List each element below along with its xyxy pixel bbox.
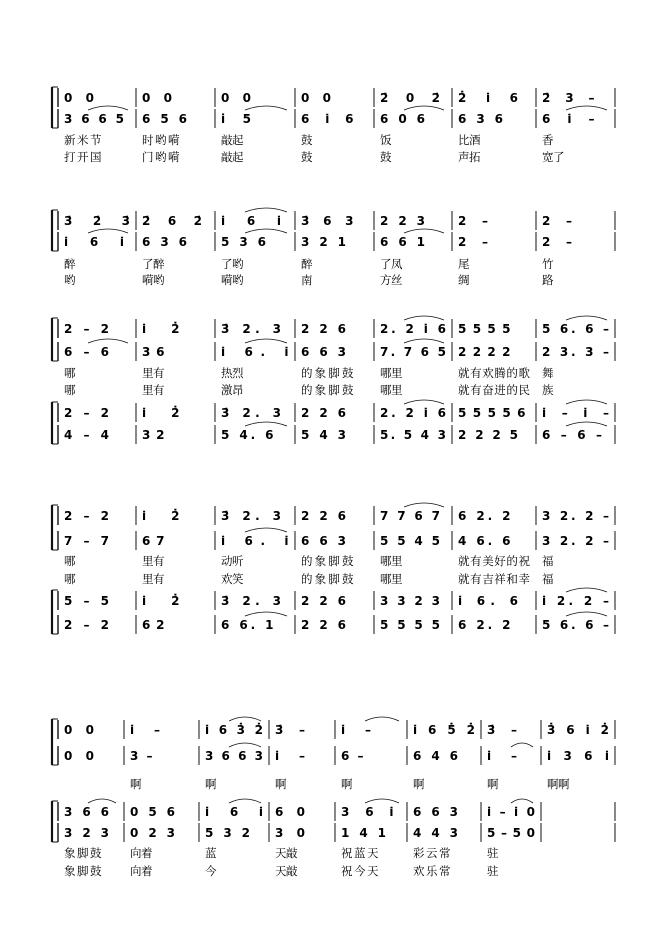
note-cell: 0 5 6 xyxy=(130,805,175,819)
lyric-cell: 里 有 xyxy=(142,366,165,380)
note-cell: 3 – xyxy=(130,749,153,763)
slur xyxy=(245,339,287,343)
slur xyxy=(566,400,607,404)
lyric-cell: 里 有 xyxy=(142,572,165,586)
lyric-cell: 门 哟 嗬 xyxy=(142,150,180,164)
note-cell: 0 0 xyxy=(64,91,94,105)
lyric-cell: 族 xyxy=(542,383,554,397)
note-cell: 0 2 3 xyxy=(130,826,175,840)
note-cell: 2 – 2 xyxy=(64,322,109,336)
lyric-cell: 香 xyxy=(542,133,554,147)
lyric-cell: 哪 xyxy=(64,366,76,380)
lyric-cell: 比 酒 xyxy=(458,133,481,147)
lyric-cell: 的 象 脚 鼓 xyxy=(301,366,354,380)
note-cell: 2̇ i̇ 6 xyxy=(458,91,518,105)
lyric-cell: 啊 xyxy=(487,777,499,791)
slur xyxy=(229,799,261,803)
lyric-cell: 新 米 节 xyxy=(64,133,102,147)
lyric-cell: 醉 xyxy=(64,257,76,271)
note-cell: 2. 2 i̇ 6 xyxy=(380,406,446,420)
note-cell: 5 – 5 0 xyxy=(487,826,535,840)
lyric-cell: 祝 今 天 xyxy=(341,864,379,878)
note-cell: i̇ 2̇ xyxy=(142,406,180,420)
slur xyxy=(566,106,607,110)
note-cell: 5 5 5 5 6 xyxy=(458,406,526,420)
lyric-cell: 舞 xyxy=(542,366,554,380)
lyric-cell: 向 着 xyxy=(130,864,153,878)
note-cell: 3 2 1 xyxy=(301,235,346,249)
lyric-cell: 了 哟 xyxy=(221,257,244,271)
lyric-cell: 哪 里 xyxy=(380,366,403,380)
note-cell: 3 6 6 xyxy=(64,805,109,819)
note-cell: 3 3 2 3 xyxy=(380,594,440,608)
slur xyxy=(404,106,444,110)
lyric-cell: 哪 xyxy=(64,383,76,397)
note-cell: 5 4 3 xyxy=(301,428,346,442)
note-cell: i 5 xyxy=(221,112,251,126)
note-cell: i̇ – i̇ 0 xyxy=(487,805,535,819)
lyric-cell: 时 哟 嗬 xyxy=(142,133,180,147)
note-cell: 2 – xyxy=(542,214,572,228)
lyric-cell: 哪 里 xyxy=(380,554,403,568)
slur xyxy=(404,400,444,404)
note-cell: 2 2 2 5 xyxy=(458,428,518,442)
note-cell: 6 5 6 xyxy=(142,112,187,126)
lyric-cell: 欢 乐 常 xyxy=(413,864,451,878)
lyric-cell: 啊 xyxy=(130,777,142,791)
note-cell: 2 – 2 xyxy=(64,406,109,420)
lyric-cell: 绸 xyxy=(458,273,470,287)
note-cell: i̇ 2̇ xyxy=(142,594,180,608)
note-cell: i̇ 6 3̇ 2̇ xyxy=(205,723,263,737)
note-cell: 6 6 3 xyxy=(301,534,346,548)
note-cell: 6 – 6 xyxy=(64,345,109,359)
lyric-cell: 今 xyxy=(205,864,217,878)
note-cell: 5 3 6 xyxy=(221,235,266,249)
lyric-cell: 啊 啊 xyxy=(547,777,570,791)
note-cell: 6 6 1 xyxy=(380,235,425,249)
lyric-cell: 哪 xyxy=(64,554,76,568)
note-cell: 2 – xyxy=(542,235,572,249)
note-cell: 6 2. 2 xyxy=(458,618,511,632)
lyric-cell: 啊 xyxy=(205,777,217,791)
note-cell: 3̇ 2. 3 xyxy=(221,406,281,420)
slur xyxy=(245,208,287,212)
lyric-cell: 象 脚 鼓 xyxy=(64,846,102,860)
lyric-cell: 哪 xyxy=(64,572,76,586)
lyric-cell: 啊 xyxy=(341,777,353,791)
note-cell: 6 – xyxy=(341,749,364,763)
note-cell: 6 0 6 xyxy=(380,112,425,126)
slur xyxy=(245,612,287,616)
lyric-cell: 的 象 脚 鼓 xyxy=(301,572,354,586)
lyric-cell: 鼓 xyxy=(301,150,313,164)
note-cell: 0 0 xyxy=(64,749,94,763)
note-cell: 3 6 xyxy=(142,345,165,359)
note-cell: 1 4 1 xyxy=(341,826,386,840)
lyric-cell: 驻 xyxy=(487,846,499,860)
note-cell: i̇ – xyxy=(275,749,305,763)
lyric-cell: 祝 蓝 天 xyxy=(341,846,379,860)
note-cell: 5. 5 4 3 xyxy=(380,428,446,442)
lyric-cell: 福 xyxy=(542,572,554,586)
lyric-cell: 声 拓 xyxy=(458,150,481,164)
note-cell: 2̇ 3 – xyxy=(542,91,595,105)
note-cell: 3̇ – xyxy=(487,723,517,737)
note-cell: 3 2. 2 – xyxy=(542,509,609,523)
note-cell: 5 5 5 5 xyxy=(380,618,440,632)
slur xyxy=(229,743,261,747)
note-cell: 2 2 6 xyxy=(301,618,346,632)
note-cell: 7 – 7 xyxy=(64,534,109,548)
note-cell: i̇ 6 i̇ xyxy=(205,805,263,819)
note-cell: 6 6 3 xyxy=(301,345,346,359)
note-cell: 3̇ 2. 3 xyxy=(221,594,281,608)
slur xyxy=(245,229,287,233)
lyric-cell: 鼓 xyxy=(380,150,392,164)
note-cell: 3 2 xyxy=(142,428,165,442)
lyric-cell: 醉 xyxy=(301,257,313,271)
note-cell: 3 0 xyxy=(275,826,305,840)
slur xyxy=(88,106,128,110)
note-cell: 2 – 2 xyxy=(64,509,109,523)
note-cell: i̇ 2̇ xyxy=(142,322,180,336)
note-cell: i̇ – xyxy=(130,723,160,737)
lyric-cell: 热 烈 xyxy=(221,366,244,380)
lyric-cell: 里 有 xyxy=(142,554,165,568)
slur xyxy=(88,799,116,803)
note-cell: 4 6. 6 xyxy=(458,534,511,548)
lyric-cell: 里 有 xyxy=(142,383,165,397)
lyric-cell: 宽 了 xyxy=(542,150,565,164)
lyric-cell: 就 有 奋 进 的 民 xyxy=(458,383,530,397)
note-cell: 6 i̇ – xyxy=(542,112,595,126)
slur xyxy=(566,422,607,426)
note-cell: 0 0 xyxy=(221,91,251,105)
note-cell: 2 2 6 xyxy=(301,406,346,420)
system-4 xyxy=(52,503,615,634)
lyric-cell: 象 脚 鼓 xyxy=(64,864,102,878)
slur xyxy=(566,316,607,320)
slur xyxy=(566,588,607,592)
note-cell: 7. 7 6 5 xyxy=(380,345,446,359)
system-5 xyxy=(52,717,615,878)
note-cell: 6 6 3 xyxy=(413,805,458,819)
lyric-cell: 嗬 哟 xyxy=(221,273,244,287)
note-cell: 6 3 6 xyxy=(458,112,503,126)
note-cell: i̇ 6 i̇ xyxy=(221,214,281,228)
note-cell: 3 6 i̇ xyxy=(341,805,394,819)
system-2 xyxy=(52,208,615,287)
note-cell: i̇ 6. i̇ xyxy=(221,345,289,359)
slur xyxy=(365,799,399,803)
lyric-cell: 哪 里 xyxy=(380,572,403,586)
lyric-cell: 敲 起 xyxy=(221,133,244,147)
system-1 xyxy=(52,87,615,164)
slur xyxy=(365,717,399,721)
note-cell: 3̇ 6 3 xyxy=(301,214,354,228)
note-cell: 3 2 3 xyxy=(64,826,109,840)
note-cell: 6 i̇ 6 xyxy=(301,112,354,126)
slur xyxy=(245,422,287,426)
lyric-cell: 哪 里 xyxy=(380,383,403,397)
note-cell: 2 – 2 xyxy=(64,618,109,632)
slur xyxy=(88,339,128,343)
slur xyxy=(404,316,444,320)
note-cell: 2 – xyxy=(458,214,488,228)
note-cell: i̇ 2̇ xyxy=(142,509,180,523)
note-cell: i̇ – xyxy=(341,723,371,737)
slur xyxy=(404,229,444,233)
lyric-cell: 就 有 美 好 的 祝 xyxy=(458,554,530,568)
lyric-cell: 饭 xyxy=(380,133,392,147)
note-cell: 5 4. 6 xyxy=(221,428,274,442)
note-cell: 2 2 6 xyxy=(301,509,346,523)
note-cell: 3̇ 2̇ 3̇ xyxy=(64,214,130,228)
note-cell: 6 3 6 xyxy=(142,235,187,249)
lyric-cell: 敲 起 xyxy=(221,150,244,164)
note-cell: 2 2 2 2 xyxy=(458,345,511,359)
lyric-cell: 哟 xyxy=(64,273,76,287)
note-cell: 0 0 xyxy=(301,91,331,105)
note-cell: 4 4 3 xyxy=(413,826,458,840)
note-cell: 4 – 4 xyxy=(64,428,109,442)
lyric-cell: 的 象 脚 鼓 xyxy=(301,383,354,397)
lyric-cell: 打 开 国 xyxy=(64,150,102,164)
note-cell: i̇ 6. 6 xyxy=(458,594,518,608)
note-cell: 6 – 6 – xyxy=(542,428,602,442)
note-cell: 6 0 xyxy=(275,805,305,819)
note-cell: 0 0 xyxy=(64,723,94,737)
note-cell: 3 6 6 5 xyxy=(64,112,124,126)
slur xyxy=(88,229,128,233)
lyric-cell: 福 xyxy=(542,554,554,568)
note-cell: 7 7 6 7 xyxy=(380,509,440,523)
lyric-cell: 蓝 xyxy=(205,846,217,860)
note-cell: 3 2. 2 – xyxy=(542,534,609,548)
lyric-cell: 就 有 吉 祥 和 幸 xyxy=(458,572,530,586)
note-cell: i̇ – xyxy=(487,749,517,763)
lyric-cell: 竹 xyxy=(542,257,554,271)
lyric-cell: 尾 xyxy=(458,257,470,271)
lyric-cell: 方 丝 xyxy=(380,273,403,287)
slur xyxy=(511,799,533,803)
note-cell: 2 – xyxy=(458,235,488,249)
note-cell: 6 2. 2 xyxy=(458,509,511,523)
slur xyxy=(245,106,287,110)
note-cell: i̇ 2. 2 – xyxy=(542,594,609,608)
lyric-cell: 彩 云 常 xyxy=(413,846,451,860)
note-cell: 5 6. 6 – xyxy=(542,618,609,632)
note-cell: 2. 2 i̇ 6 xyxy=(380,322,446,336)
note-cell: 5 – 5 xyxy=(64,594,109,608)
note-cell: 3̇ 2. 3 xyxy=(221,509,281,523)
lyric-cell: 激 昂 xyxy=(221,383,244,397)
lyric-cell: 动 听 xyxy=(221,554,244,568)
slur xyxy=(245,528,287,532)
note-cell: 2 2 6 xyxy=(301,322,346,336)
slur xyxy=(511,743,533,747)
lyric-cell: 天 敲 xyxy=(275,846,298,860)
note-cell: 3̇ 2. 3 xyxy=(221,322,281,336)
note-cell: i̇ 6 i̇ xyxy=(64,235,124,249)
note-cell: 6 6. 1 xyxy=(221,618,274,632)
lyric-cell: 天 敲 xyxy=(275,864,298,878)
note-cell: 2 2 6 xyxy=(301,594,346,608)
note-cell: i̇ 6. i̇ xyxy=(221,534,289,548)
note-cell: 6 7 xyxy=(142,534,165,548)
note-cell: 2̇ 0 2̇ xyxy=(380,91,440,105)
note-cell: 5 5 4 5 xyxy=(380,534,440,548)
lyric-cell: 南 xyxy=(301,273,313,287)
lyric-cell: 驻 xyxy=(487,864,499,878)
lyric-cell: 欢 笑 xyxy=(221,572,244,586)
lyric-cell: 啊 xyxy=(413,777,425,791)
note-cell: i̇ 6 5̇ 2̇ xyxy=(413,723,475,737)
note-cell: 2 3. 3 – xyxy=(542,345,609,359)
system-3 xyxy=(52,316,615,444)
lyric-cell: 鼓 xyxy=(301,133,313,147)
lyric-cell: 了 凤 xyxy=(380,257,403,271)
lyric-cell: 的 象 脚 鼓 xyxy=(301,554,354,568)
lyric-cell: 啊 xyxy=(275,777,287,791)
lyric-cell: 向 着 xyxy=(130,846,153,860)
note-cell: 5 3 2 xyxy=(205,826,250,840)
slur xyxy=(229,717,261,721)
lyric-cell: 嗬 哟 xyxy=(142,273,165,287)
lyric-cell: 路 xyxy=(542,273,554,287)
lyric-cell: 就 有 欢 腾 的 歌 xyxy=(458,366,530,380)
note-cell: 5 5 5 5 xyxy=(458,322,511,336)
note-cell: 2 2 3 xyxy=(380,214,425,228)
note-cell: 6 2 xyxy=(142,618,165,632)
note-cell: 3 6 6 3 xyxy=(205,749,263,763)
note-cell: 0 0 xyxy=(142,91,172,105)
note-cell: 3̇ 6 i̇ 2̇ xyxy=(547,723,609,737)
lyric-cell: 了 醉 xyxy=(142,257,165,271)
slur xyxy=(404,339,444,343)
note-cell: i̇ – i̇ – xyxy=(542,406,609,420)
note-cell: 5 6. 6 – xyxy=(542,322,609,336)
slur xyxy=(404,503,444,507)
slur xyxy=(566,612,607,616)
note-cell: 3̇ – xyxy=(275,723,305,737)
note-cell: 6 4 6 xyxy=(413,749,458,763)
note-cell: 2̇ 6 2̇ xyxy=(142,214,202,228)
note-cell: i̇ 3 6 i̇ xyxy=(547,749,609,763)
